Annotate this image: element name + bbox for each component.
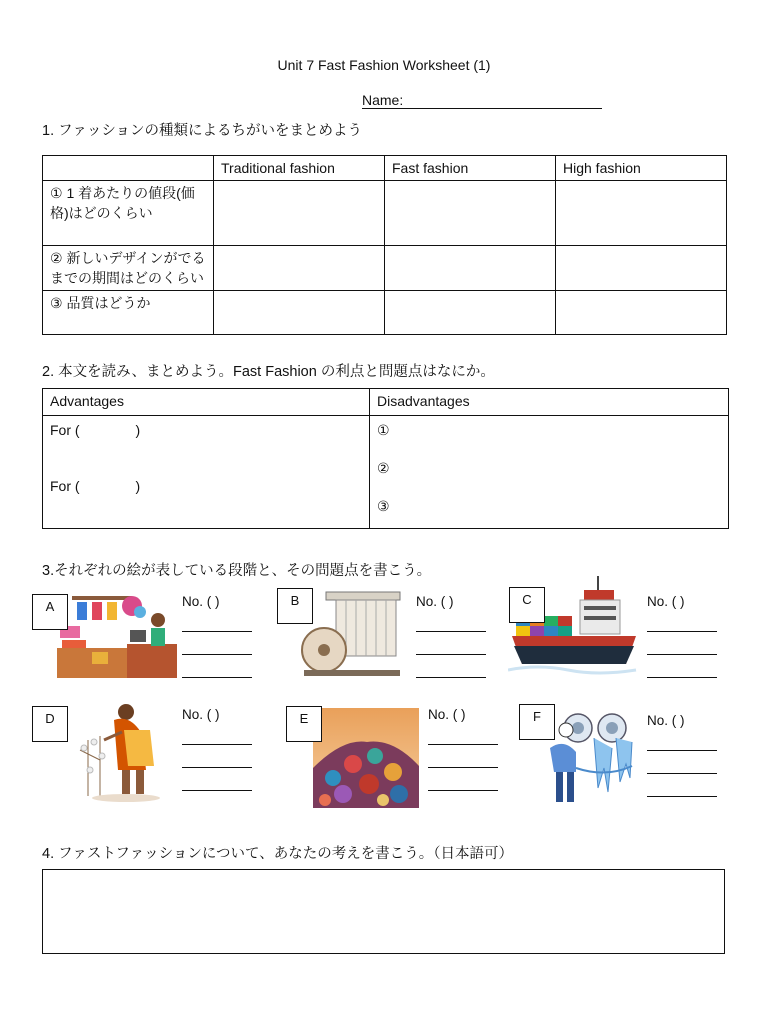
item-letter-a: A	[32, 594, 68, 630]
item-answer-d[interactable]	[182, 707, 252, 791]
q2-dis-item: ②	[377, 460, 390, 476]
q3-prompt: 3.それぞれの絵が表している段階と、その問題点を書こう。	[42, 563, 432, 579]
q2-adv-item: For ( )	[50, 422, 141, 438]
item-answer-b[interactable]	[416, 594, 486, 678]
q2-adv-item: For ( )	[50, 478, 141, 494]
q1-header-fast: Fast fashion	[385, 156, 556, 181]
answer-line[interactable]	[647, 777, 717, 797]
item-no-a: No. ( )	[182, 594, 220, 609]
answer-line[interactable]	[647, 754, 717, 774]
q1-answer-cell[interactable]	[214, 181, 385, 246]
item-answer-c[interactable]	[647, 594, 717, 678]
q1-answer-cell[interactable]	[556, 181, 727, 246]
q1-header-empty	[43, 156, 214, 181]
q1-row-label: ③ 品質はどうか	[43, 291, 214, 335]
q2-prompt: 2. 本文を読み、まとめよう。Fast Fashion の利点と問題点はなにか。	[42, 364, 495, 380]
q2-dis-item: ①	[377, 422, 390, 438]
q1-answer-cell[interactable]	[214, 246, 385, 291]
item-letter-e: E	[286, 706, 322, 742]
q1-answer-cell[interactable]	[214, 291, 385, 335]
clothing-waste-illustration	[313, 708, 419, 808]
q4-answer-box[interactable]	[42, 869, 725, 954]
q2-header-disadvantages: Disadvantages	[370, 389, 729, 416]
item-no-c: No. ( )	[647, 594, 685, 609]
q1-row-label: ② 新しいデザインがでるまでの期間はどのくらい	[43, 246, 214, 291]
q4-prompt: 4. ファストファッションについて、あなたの考えを書こう。（日本語可）	[42, 846, 513, 862]
name-label: Name:	[362, 92, 404, 108]
answer-line[interactable]	[182, 725, 252, 745]
item-answer-a[interactable]	[182, 594, 252, 678]
answer-line[interactable]	[182, 635, 252, 655]
q1-prompt: 1. ファッションの種類によるちがいをまとめよう	[42, 123, 363, 139]
q1-row-label: ① 1 着あたりの値段(価格)はどのくらい	[43, 181, 214, 246]
q1-answer-cell[interactable]	[385, 291, 556, 335]
item-answer-e[interactable]	[428, 707, 498, 791]
item-letter-d: D	[32, 706, 68, 742]
answer-line[interactable]	[416, 658, 486, 678]
item-answer-f[interactable]	[647, 713, 717, 797]
answer-line[interactable]	[647, 612, 717, 632]
item-letter-f: F	[519, 704, 555, 740]
answer-line[interactable]	[182, 771, 252, 791]
q1-table	[42, 155, 727, 335]
answer-line[interactable]	[647, 658, 717, 678]
q1-answer-cell[interactable]	[556, 246, 727, 291]
answer-line[interactable]	[647, 731, 717, 751]
shop-illustration	[52, 586, 178, 682]
q1-header-high: High fashion	[556, 156, 727, 181]
q2-table	[42, 388, 729, 529]
name-field[interactable]	[362, 92, 602, 109]
answer-line[interactable]	[182, 612, 252, 632]
answer-line[interactable]	[428, 725, 498, 745]
item-letter-c: C	[509, 587, 545, 623]
q2-header-advantages: Advantages	[43, 389, 370, 416]
q2-advantages-cell[interactable]	[43, 416, 370, 529]
item-letter-b: B	[277, 588, 313, 624]
item-no-e: No. ( )	[428, 707, 466, 722]
item-no-d: No. ( )	[182, 707, 220, 722]
answer-line[interactable]	[182, 748, 252, 768]
q1-answer-cell[interactable]	[385, 246, 556, 291]
answer-line[interactable]	[428, 771, 498, 791]
cotton-farmer-illustration	[74, 700, 164, 802]
worksheet-title: Unit 7 Fast Fashion Worksheet (1)	[277, 57, 491, 73]
q2-disadvantages-cell[interactable]	[370, 416, 729, 529]
answer-line[interactable]	[416, 635, 486, 655]
q1-answer-cell[interactable]	[556, 291, 727, 335]
answer-line[interactable]	[428, 748, 498, 768]
answer-line[interactable]	[416, 612, 486, 632]
q2-dis-item: ③	[377, 498, 390, 514]
answer-line[interactable]	[647, 635, 717, 655]
q1-answer-cell[interactable]	[385, 181, 556, 246]
q1-header-traditional: Traditional fashion	[214, 156, 385, 181]
answer-line[interactable]	[182, 658, 252, 678]
item-no-b: No. ( )	[416, 594, 454, 609]
item-no-f: No. ( )	[647, 713, 685, 728]
